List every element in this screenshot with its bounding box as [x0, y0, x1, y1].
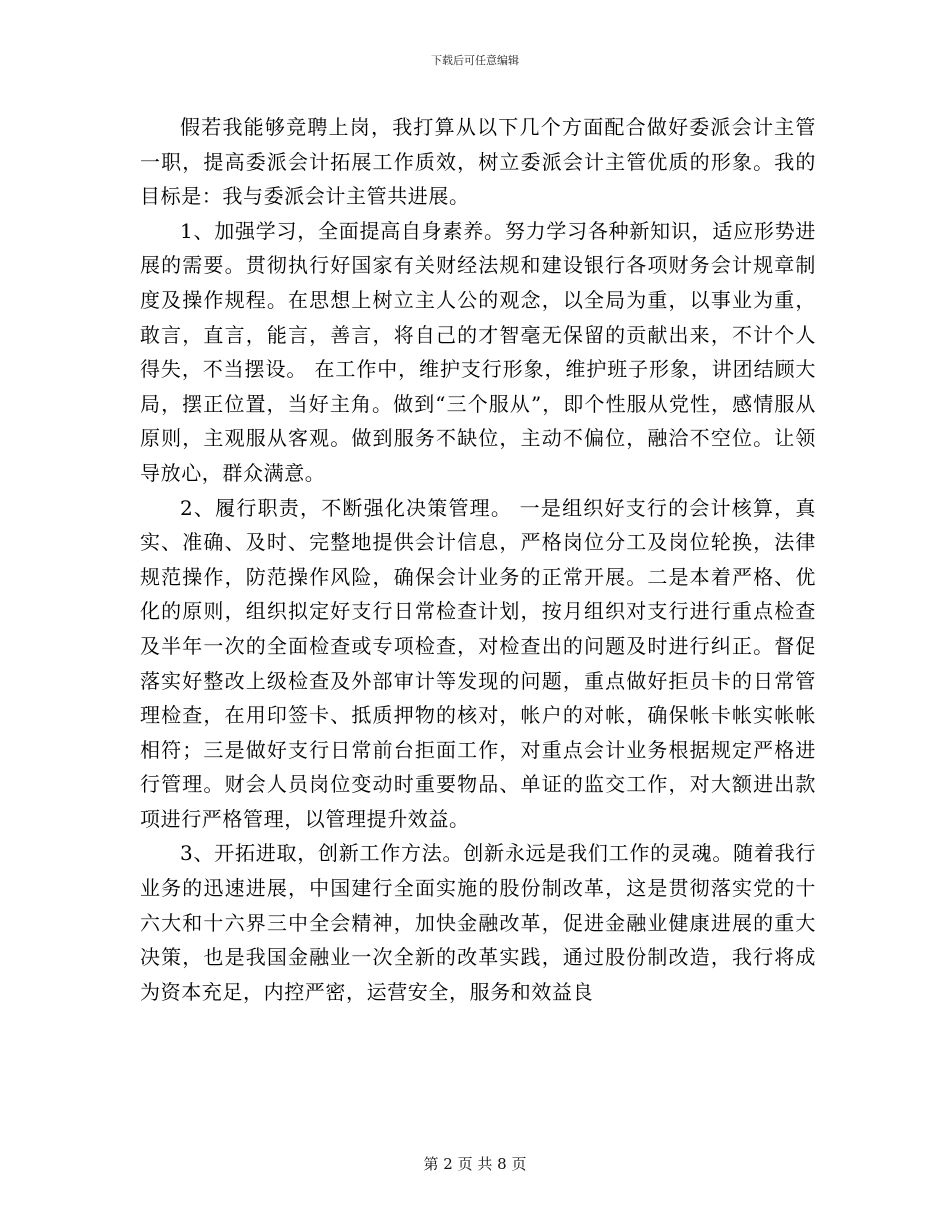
page-number: 第 2 页 共 8 页 [423, 1155, 527, 1173]
page-header-note: 下载后可任意编辑 [431, 54, 519, 67]
paragraph-study: 1、加强学习，全面提高自身素养。努力学习各种新知识，适应形势进展的需要。贯彻执行好国家有关财经法规和建设银行各项财务会计规章制度及操作规程。在思想上树立主人公的观念，以全局为重，以事业为重，敢言，直言，能言，善言，将自己的才智毫无保留的贡献出来，不计个人得失，不当摆设。 在工作中，维护支行形象，维护班子形象，讲团结顾大局，摆正位置，当好主角。做到“三个服从”，即个性服从党性，感情服从原则，主观服从客观。做到服务不缺位，主动不偏位，融洽不空位。让领导放心，群众满意。 [140, 218, 816, 485]
paragraph-innovation: 3、开拓进取，创新工作方法。创新永远是我们工作的灵魂。随着我行业务的迅速进展，中国建行全面实施的股份制改革，这是贯彻落实党的十六大和十六界三中全会精神，加快金融改革，促进金融业健康进展的重大决策，也是我国金融业一次全新的改革实践，通过股份制改造，我行将成为资本充足，内控严密，运营安全，服务和效益良 [140, 841, 816, 1004]
paragraph-intro: 假若我能够竞聘上岗，我打算从以下几个方面配合做好委派会计主管一职，提高委派会计拓展工作质效，树立委派会计主管优质的形象。我的目标是：我与委派会计主管共进展。 [140, 115, 816, 209]
paragraph-duties: 2、履行职责，不断强化决策管理。 一是组织好支行的会计核算，真实、准确、及时、完整地提供会计信息，严格岗位分工及岗位轮换，法律规范操作，防范操作风险，确保会计业务的正常开展。二是本着严格、优化的原则，组织拟定好支行日常检查计划，按月组织对支行进行重点检查及半年一次的全面检查或专项检查，对检查出的问题及时进行纠正。督促落实好整改上级检查及外部审计等发现的问题，重点做好拒员卡的日常管理检查，在用印签卡、抵质押物的核对，帐户的对帐，确保帐卡帐实帐帐相符；三是做好支行日常前台拒面工作，对重点会计业务根据规定严格进行管理。财会人员岗位变动时重要物品、单证的监交工作，对大额进出款项进行严格管理，以管理提升效益。 [140, 495, 816, 831]
document-body [140, 110, 816, 1009]
